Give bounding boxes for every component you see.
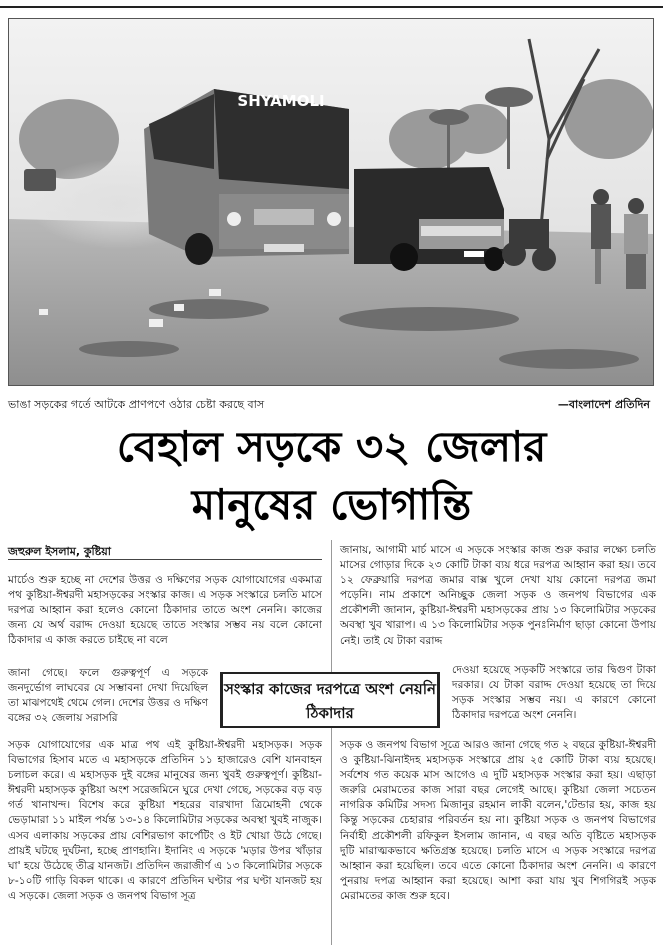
byline-rule bbox=[8, 559, 322, 560]
paragraph: সড়ক যোগাযোগের এক মাত্র পথ এই কুষ্টিয়া-ঈশ্বরদী মহাসড়ক। সড়ক বিভাগের হিসাব মতে এ মহাসড়কে প্রতিদিন ১১ হাজারেও বেশি যানবাহন চলাচল করে। এ মহাসড়ক দুই বঙ্গের মানুষের জন্য খুবই গুরুত্বপূর্ণ। কুষ্টিয়া-ঈশ্বরদী মহাসড়ক কুষ্টিয়া অংশ সরেজমিনে ঘুরে দেখা গেছে, সড়কের বড় বড় গর্ত খানাখন্দ। বিশেষ করে কুষ্টিয়া শহরের বারখাদা ত্রিমোহনী থেকে ভেড়ামারা ১১ মাইল পর্যন্ত ১৩-১৪ কিলোমিটার সড়কের অবস্থা খুবই নাজুক। এসব এলাকায় সড়কের প্রায় বেশিরভাগ কার্পেটিং ও ইট খোয়া উঠে গেছে। প্রায়ই ঘটছে দুর্ঘটনা, হচ্ছে প্রাণহানি। ইদানিং এ সড়কে 'মড়ার উপর খাঁড়ার ঘা' হয়ে উঠেছে তীব্র যানজট। প্রতিদিন জরাজীর্ণ এ ১৩ কিলোমিটার সড়কে ৮-১০টি গাড়ি বিকল থাকে। এ কারণে প্রতিদিন ঘণ্টার পর ঘণ্টা যানজট হয় এ সড়কে। জেলা সড়ক ও জনপথ বিভাগ সূত্র bbox=[8, 739, 322, 902]
pull-quote-bar-left bbox=[220, 672, 223, 728]
article-column-right-wrap bbox=[452, 663, 656, 723]
news-photo bbox=[8, 18, 654, 386]
photo-illustration bbox=[9, 19, 654, 386]
pull-quote: সংস্কার কাজের দরপত্রে অংশ নেয়নি ঠিকাদার bbox=[220, 672, 440, 728]
photo-credit: —বাংলাদেশ প্রতিদিন bbox=[557, 398, 650, 411]
headline-line-2: মানুষের ভোগান্তি bbox=[191, 480, 472, 529]
article-column-left-wrap bbox=[8, 666, 208, 726]
article-column-left-bottom bbox=[8, 738, 322, 904]
distant-car bbox=[24, 169, 56, 191]
van bbox=[354, 167, 504, 271]
article-column-right-top bbox=[340, 543, 656, 649]
column-divider bbox=[331, 540, 332, 945]
paragraph: মার্চেও শুরু হচ্ছে না দেশের উত্তর ও দক্ষিণের সড়ক যোগাযোগের একমাত্র পথ কুষ্টিয়া-ঈশ্বরদী মহাসড়কের সংস্কার কাজ। এ সড়ক সংস্কারে চলতি মাসে দরপত্র আহ্বান করা হলেও কোনো ঠিকাদার তাতে অংশ নেননি। কাজের জন্য যে অর্থ বরাদ্দ দেওয়া হয়েছে তাতে সংস্কার সম্ভব নয় বলে কোনো ঠিকাদার এ কাজ করতে চাইছে না বলে bbox=[8, 574, 322, 647]
paragraph: জানা গেছে। ফলে গুরুত্বপূর্ণ এ সড়কে জনদুর্ভোগ লাঘবের যে সম্ভাবনা দেখা দিয়েছিল তা মাঝপথেই থেমে গেল। দেশের উত্তর ও দক্ষিণ বঙ্গের ৩২ জেলায় সরাসরি bbox=[8, 667, 208, 725]
headline-line-1: বেহাল সড়কে ৩২ জেলার bbox=[116, 422, 547, 471]
article-column-left-top bbox=[8, 573, 322, 648]
photo-caption: ভাঙা সড়কের গর্তে আটকে প্রাণপণে ওঠার চেষ্টা করছে বাস bbox=[8, 398, 265, 411]
bus bbox=[144, 89, 349, 265]
paragraph: জানায়, আগামী মার্চ মাসে এ সড়কে সংস্কার কাজ শুরু করার লক্ষ্যে চলতি মাসের গোড়ার দিকে ২৩ কোটি টাকা ব্যয় ধরে দরপত্র আহ্বান করা হয়। তবে ১২ ফেব্রুয়ারি দরপত্র জমার বাক্স খুলে দেখা যায় কোনো দরপত্র জমা পড়েনি। নাম প্রকাশে অনিচ্ছুক জেলা সড়ক ও জনপথ বিভাগের এক প্রকৌশলী জানান, কুষ্টিয়া-ঈশ্বরদী মহাসড়কের প্রায় ১৩ কিলোমিটার সড়কের অবস্থা খুব খারাপ। এ ১৩ কিলোমিটার সড়ক পুনঃনির্মাণ ছাড়া কোনো উপায় নেই। তাই যে টাকা বরাদ্দ bbox=[340, 544, 656, 647]
pull-quote-bar-right bbox=[437, 672, 440, 728]
paragraph: সড়ক ও জনপথ বিভাগ সূত্রে আরও জানা গেছে গত ২ বছরে কুষ্টিয়া-ঈশ্বরদী ও কুষ্টিয়া-ঝিনাইদহ মহাসড়ক সংস্কারে প্রায় ২৫ কোটি টাকা ব্যয় হয়েছে। সর্বশেষ গত কয়েক মাস আগেও এ দুটি মহাসড়ক সংস্কার করা হয়। এছাড়া জরুরি মেরামতের কাজ সারা বছর লেগেই আছে। কুষ্টিয়া জেলা সচেতন নাগরিক কমিটির সদস্য মিজানুর রহমান লাকী বলেন,'টেন্ডার হয়, কাজ হয় কিন্তু সড়কের চেহারার পরিবর্তন হয় না। কুষ্টিয়া সড়ক ও জনপথ বিভাগের নির্বাহী প্রকৌশলী রফিকুল ইসলাম জানান, এ বছর অতি বৃষ্টিতে মহাসড়ক দুটি মারাত্মকভাবে ক্ষতিগ্রস্ত হয়েছে। চলতি মাসে এ সড়ক সংস্কারে দরপত্র আহ্বান করা হয়েছিল। তবে এতে কোনো ঠিকাদার অংশ নেননি। এ কারণে পুনরায় দপত্র আহ্বান করা হয়েছে। আশা করা যায় খুব শিগগিরই সড়ক মেরামতের কাজ শুরু হবে। bbox=[340, 739, 656, 902]
article-column-right-bottom bbox=[340, 738, 656, 904]
bus-name-text: SHYAMOLI bbox=[237, 92, 325, 110]
photo-caption-row bbox=[8, 392, 654, 412]
byline: জহুরুল ইসলাম, কুষ্টিয়া bbox=[8, 545, 111, 558]
top-rule bbox=[0, 6, 663, 8]
paragraph: দেওয়া হয়েছে সড়কটি সংস্কারে তার দ্বিগুণ টাকা দরকার। যে টাকা বরাদ্দ দেওয়া হয়েছে তা দিয়ে সড়ক সংস্কার সম্ভব নয়। এ কারণে কোনো ঠিকাদার দরপত্রে অংশ নেননি। bbox=[452, 664, 656, 722]
